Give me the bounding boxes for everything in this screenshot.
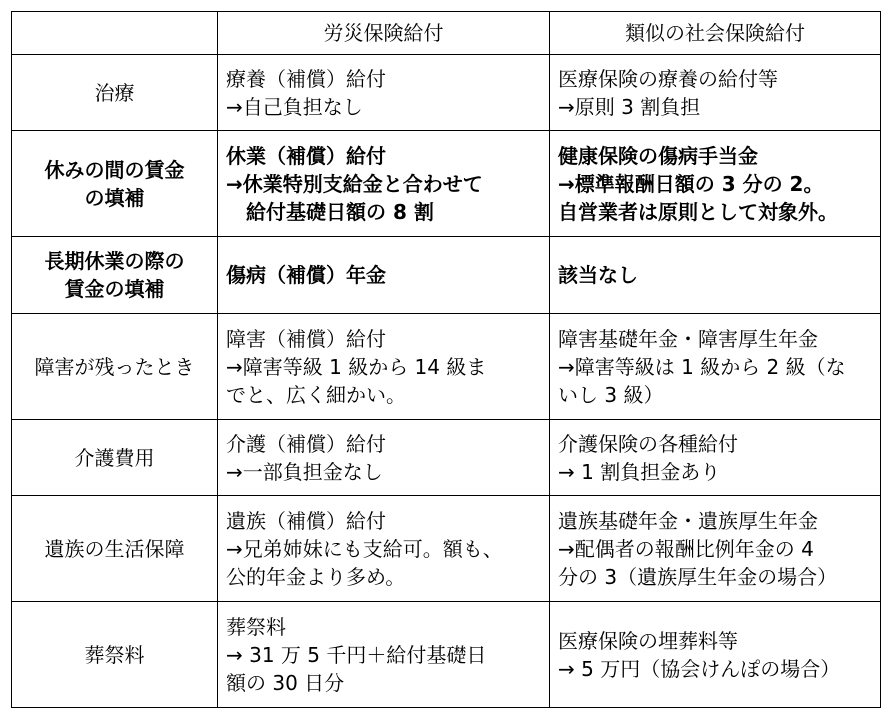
rosai-text: →休業特別支給金と合わせて bbox=[226, 171, 483, 196]
row-long-term-leave bbox=[12, 237, 881, 314]
category-cell bbox=[12, 131, 218, 237]
shakai-text: 医療保険の療養の給付等 bbox=[558, 66, 778, 91]
rosai-text: 葬祭料 bbox=[226, 614, 286, 639]
category-text: 長期休業の際の bbox=[44, 249, 185, 273]
row-disability bbox=[12, 314, 881, 420]
category-cell bbox=[12, 237, 218, 314]
rosai-cell bbox=[218, 420, 550, 496]
shakai-text: 該当なし bbox=[558, 263, 638, 287]
comparison-table bbox=[11, 11, 881, 708]
shakai-cell bbox=[550, 55, 881, 131]
category-text: 賃金の填補 bbox=[64, 277, 165, 301]
rosai-text: →一部負担金なし bbox=[226, 459, 383, 484]
rosai-cell bbox=[218, 131, 550, 237]
shakai-cell bbox=[550, 131, 881, 237]
shakai-text: 介護保険の各種給付 bbox=[558, 431, 738, 456]
shakai-cell bbox=[550, 420, 881, 496]
shakai-text: → 5 万円（協会けんぽの場合） bbox=[558, 656, 841, 681]
shakai-text: 分の 3（遺族厚生年金の場合） bbox=[558, 564, 838, 589]
rosai-text: 休業（補償）給付 bbox=[226, 143, 386, 168]
shakai-text: いし 3 級） bbox=[558, 382, 664, 407]
rosai-text: → 31 万 5 千円＋給付基礎日 bbox=[226, 642, 487, 667]
category-cell bbox=[12, 602, 218, 708]
shakai-text: 医療保険の埋葬料等 bbox=[558, 628, 738, 653]
shakai-text: → 1 割負担金あり bbox=[558, 459, 721, 484]
rosai-cell bbox=[218, 602, 550, 708]
category-cell bbox=[12, 55, 218, 131]
shakai-text: 健康保険の傷病手当金 bbox=[558, 143, 758, 168]
shakai-text: 障害基礎年金・障害厚生年金 bbox=[558, 326, 818, 351]
category-text: 葬祭料 bbox=[84, 642, 145, 667]
header-empty-cell bbox=[12, 12, 218, 55]
category-text: 障害が残ったとき bbox=[34, 354, 195, 379]
category-cell bbox=[12, 496, 218, 602]
category-cell bbox=[12, 420, 218, 496]
rosai-text: →障害等級 1 級から 14 級ま bbox=[226, 354, 487, 379]
rosai-text: でと、広く細かい。 bbox=[226, 382, 406, 407]
shakai-text: →標準報酬日額の 3 分の 2。 bbox=[558, 171, 824, 196]
rosai-text: 給付基礎日額の 8 割 bbox=[246, 199, 434, 224]
rosai-text: →自己負担なし bbox=[226, 94, 363, 119]
shakai-text: →原則 3 割負担 bbox=[558, 94, 701, 119]
shakai-text: →配偶者の報酬比例年金の 4 bbox=[558, 536, 814, 561]
header-rosai: 労災保険給付 bbox=[218, 12, 550, 55]
rosai-text: 介護（補償）給付 bbox=[226, 431, 386, 456]
rosai-text: 額の 30 日分 bbox=[226, 670, 345, 695]
row-survivors bbox=[12, 496, 881, 602]
category-text: 休みの間の賃金 bbox=[44, 157, 185, 182]
category-text: 治療 bbox=[94, 80, 135, 105]
row-wage-compensation bbox=[12, 131, 881, 237]
category-text: の填補 bbox=[84, 185, 145, 210]
shakai-text: 自営業者は原則として対象外。 bbox=[558, 199, 838, 224]
rosai-cell bbox=[218, 55, 550, 131]
rosai-text: 傷病（補償）年金 bbox=[226, 263, 386, 287]
category-text: 遺族の生活保障 bbox=[44, 536, 185, 561]
row-funeral bbox=[12, 602, 881, 708]
row-treatment bbox=[12, 55, 881, 131]
header-shakai: 類似の社会保険給付 bbox=[550, 12, 881, 55]
category-text: 介護費用 bbox=[74, 445, 155, 470]
shakai-cell bbox=[550, 602, 881, 708]
rosai-cell bbox=[218, 496, 550, 602]
rosai-text: →兄弟姉妹にも支給可。額も、 bbox=[226, 536, 503, 561]
rosai-text: 障害（補償）給付 bbox=[226, 326, 386, 351]
category-cell bbox=[12, 314, 218, 420]
shakai-cell bbox=[550, 496, 881, 602]
rosai-text: 遺族（補償）給付 bbox=[226, 508, 386, 533]
row-nursing-care bbox=[12, 420, 881, 496]
rosai-text: 療養（補償）給付 bbox=[226, 66, 386, 91]
header-row bbox=[12, 12, 881, 55]
shakai-text: →障害等級は 1 級から 2 級（な bbox=[558, 354, 846, 379]
rosai-text: 公的年金より多め。 bbox=[226, 564, 406, 589]
rosai-cell bbox=[218, 314, 550, 420]
rosai-cell bbox=[218, 237, 550, 314]
shakai-text: 遺族基礎年金・遺族厚生年金 bbox=[558, 508, 818, 533]
shakai-cell bbox=[550, 237, 881, 314]
shakai-cell bbox=[550, 314, 881, 420]
